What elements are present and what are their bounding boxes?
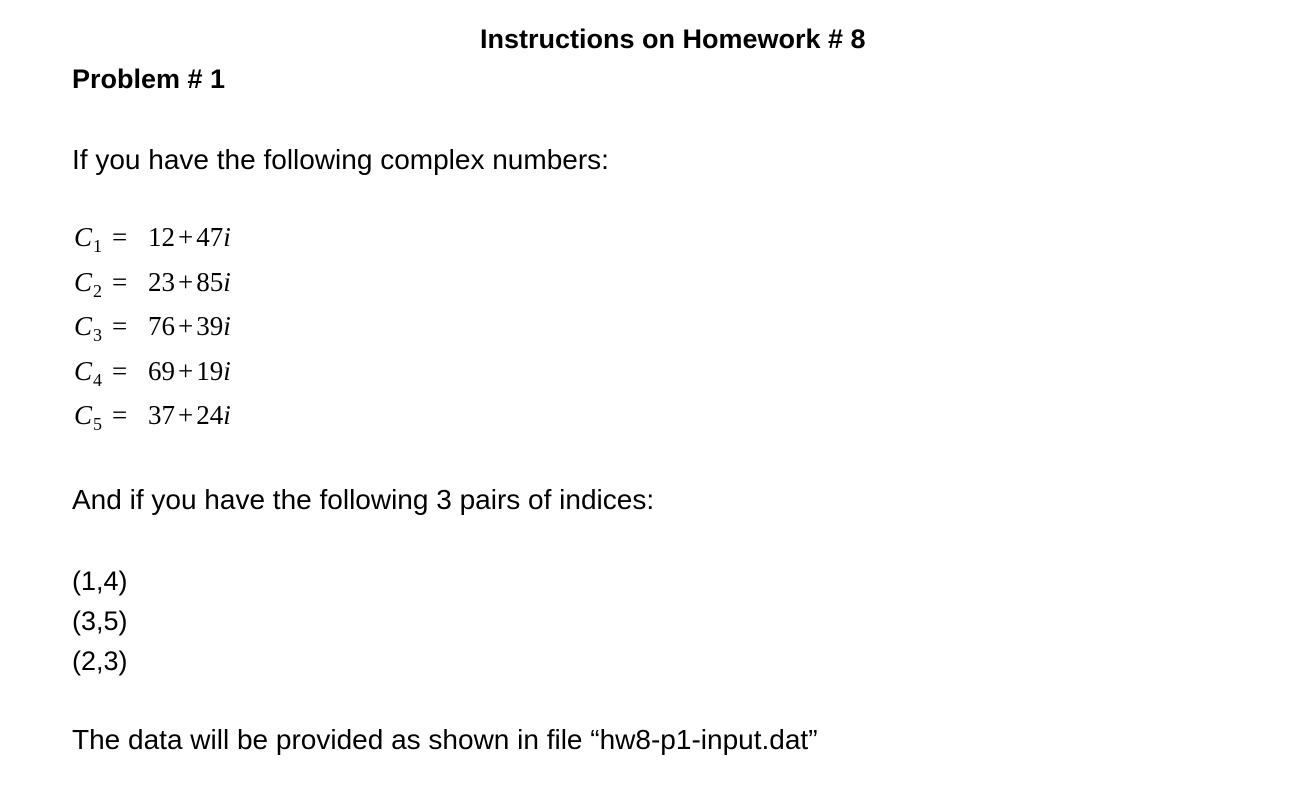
equation-subscript: 4: [93, 369, 103, 390]
equation-subscript: 1: [93, 236, 103, 256]
equation-row: [74, 222, 231, 267]
equation-variable: $C_1$: [74, 222, 103, 256]
problem-heading: Problem # 1: [72, 64, 226, 94]
equation-variable: $C_3$: [74, 311, 103, 345]
equation-row: [74, 267, 231, 312]
index-pairs-list: [72, 566, 128, 686]
real-part: 76: [148, 311, 175, 341]
index-pair: (3,5): [72, 606, 128, 636]
imaginary-part: 39i: [196, 311, 231, 341]
real-part: 23: [148, 266, 175, 297]
complex-number-list: [74, 222, 231, 445]
pairs-intro-text: And if you have the following 3 pairs of indices:: [72, 484, 655, 515]
plus-sign: +: [178, 222, 194, 252]
imaginary-unit: i: [223, 355, 231, 386]
imaginary-part: 24i: [196, 400, 231, 430]
equals-sign: =: [112, 400, 128, 430]
equals-sign: =: [112, 222, 128, 252]
imaginary-unit: i: [223, 311, 231, 341]
equals-sign: =: [112, 355, 128, 386]
imaginary-unit: i: [223, 266, 231, 297]
index-pair: (1,4): [72, 566, 128, 596]
equation-subscript: 5: [93, 414, 103, 434]
plus-sign: +: [178, 400, 194, 430]
imaginary-part: 47i: [196, 222, 231, 252]
equation-variable: $C_2$: [74, 266, 103, 301]
equation-row: [74, 311, 231, 356]
equals-sign: =: [112, 266, 128, 297]
plus-sign: +: [178, 355, 194, 386]
document-title: Instructions on Homework # 8: [480, 24, 866, 54]
plus-sign: +: [178, 266, 194, 297]
equation-variable: $C_5$: [74, 400, 103, 434]
equation-row: [74, 400, 231, 445]
plus-sign: +: [178, 311, 194, 341]
imaginary-unit: i: [223, 400, 231, 430]
equation-row: [74, 356, 231, 401]
equals-sign: =: [112, 311, 128, 341]
data-file-note: The data will be provided as shown in file “hw8-p1-input.dat”: [72, 724, 818, 755]
real-part: 69: [148, 355, 175, 386]
real-part: 37: [148, 400, 175, 430]
intro-text: If you have the following complex numbers:: [72, 144, 609, 175]
real-part: 12: [148, 222, 175, 252]
imaginary-unit: i: [223, 222, 231, 252]
imaginary-part: 19i: [196, 355, 231, 386]
index-pair: (2,3): [72, 646, 128, 676]
imaginary-part: 85i: [196, 266, 231, 297]
equation-subscript: 3: [93, 325, 103, 345]
equation-subscript: 2: [93, 280, 103, 301]
equation-variable: $C_4$: [74, 355, 103, 390]
